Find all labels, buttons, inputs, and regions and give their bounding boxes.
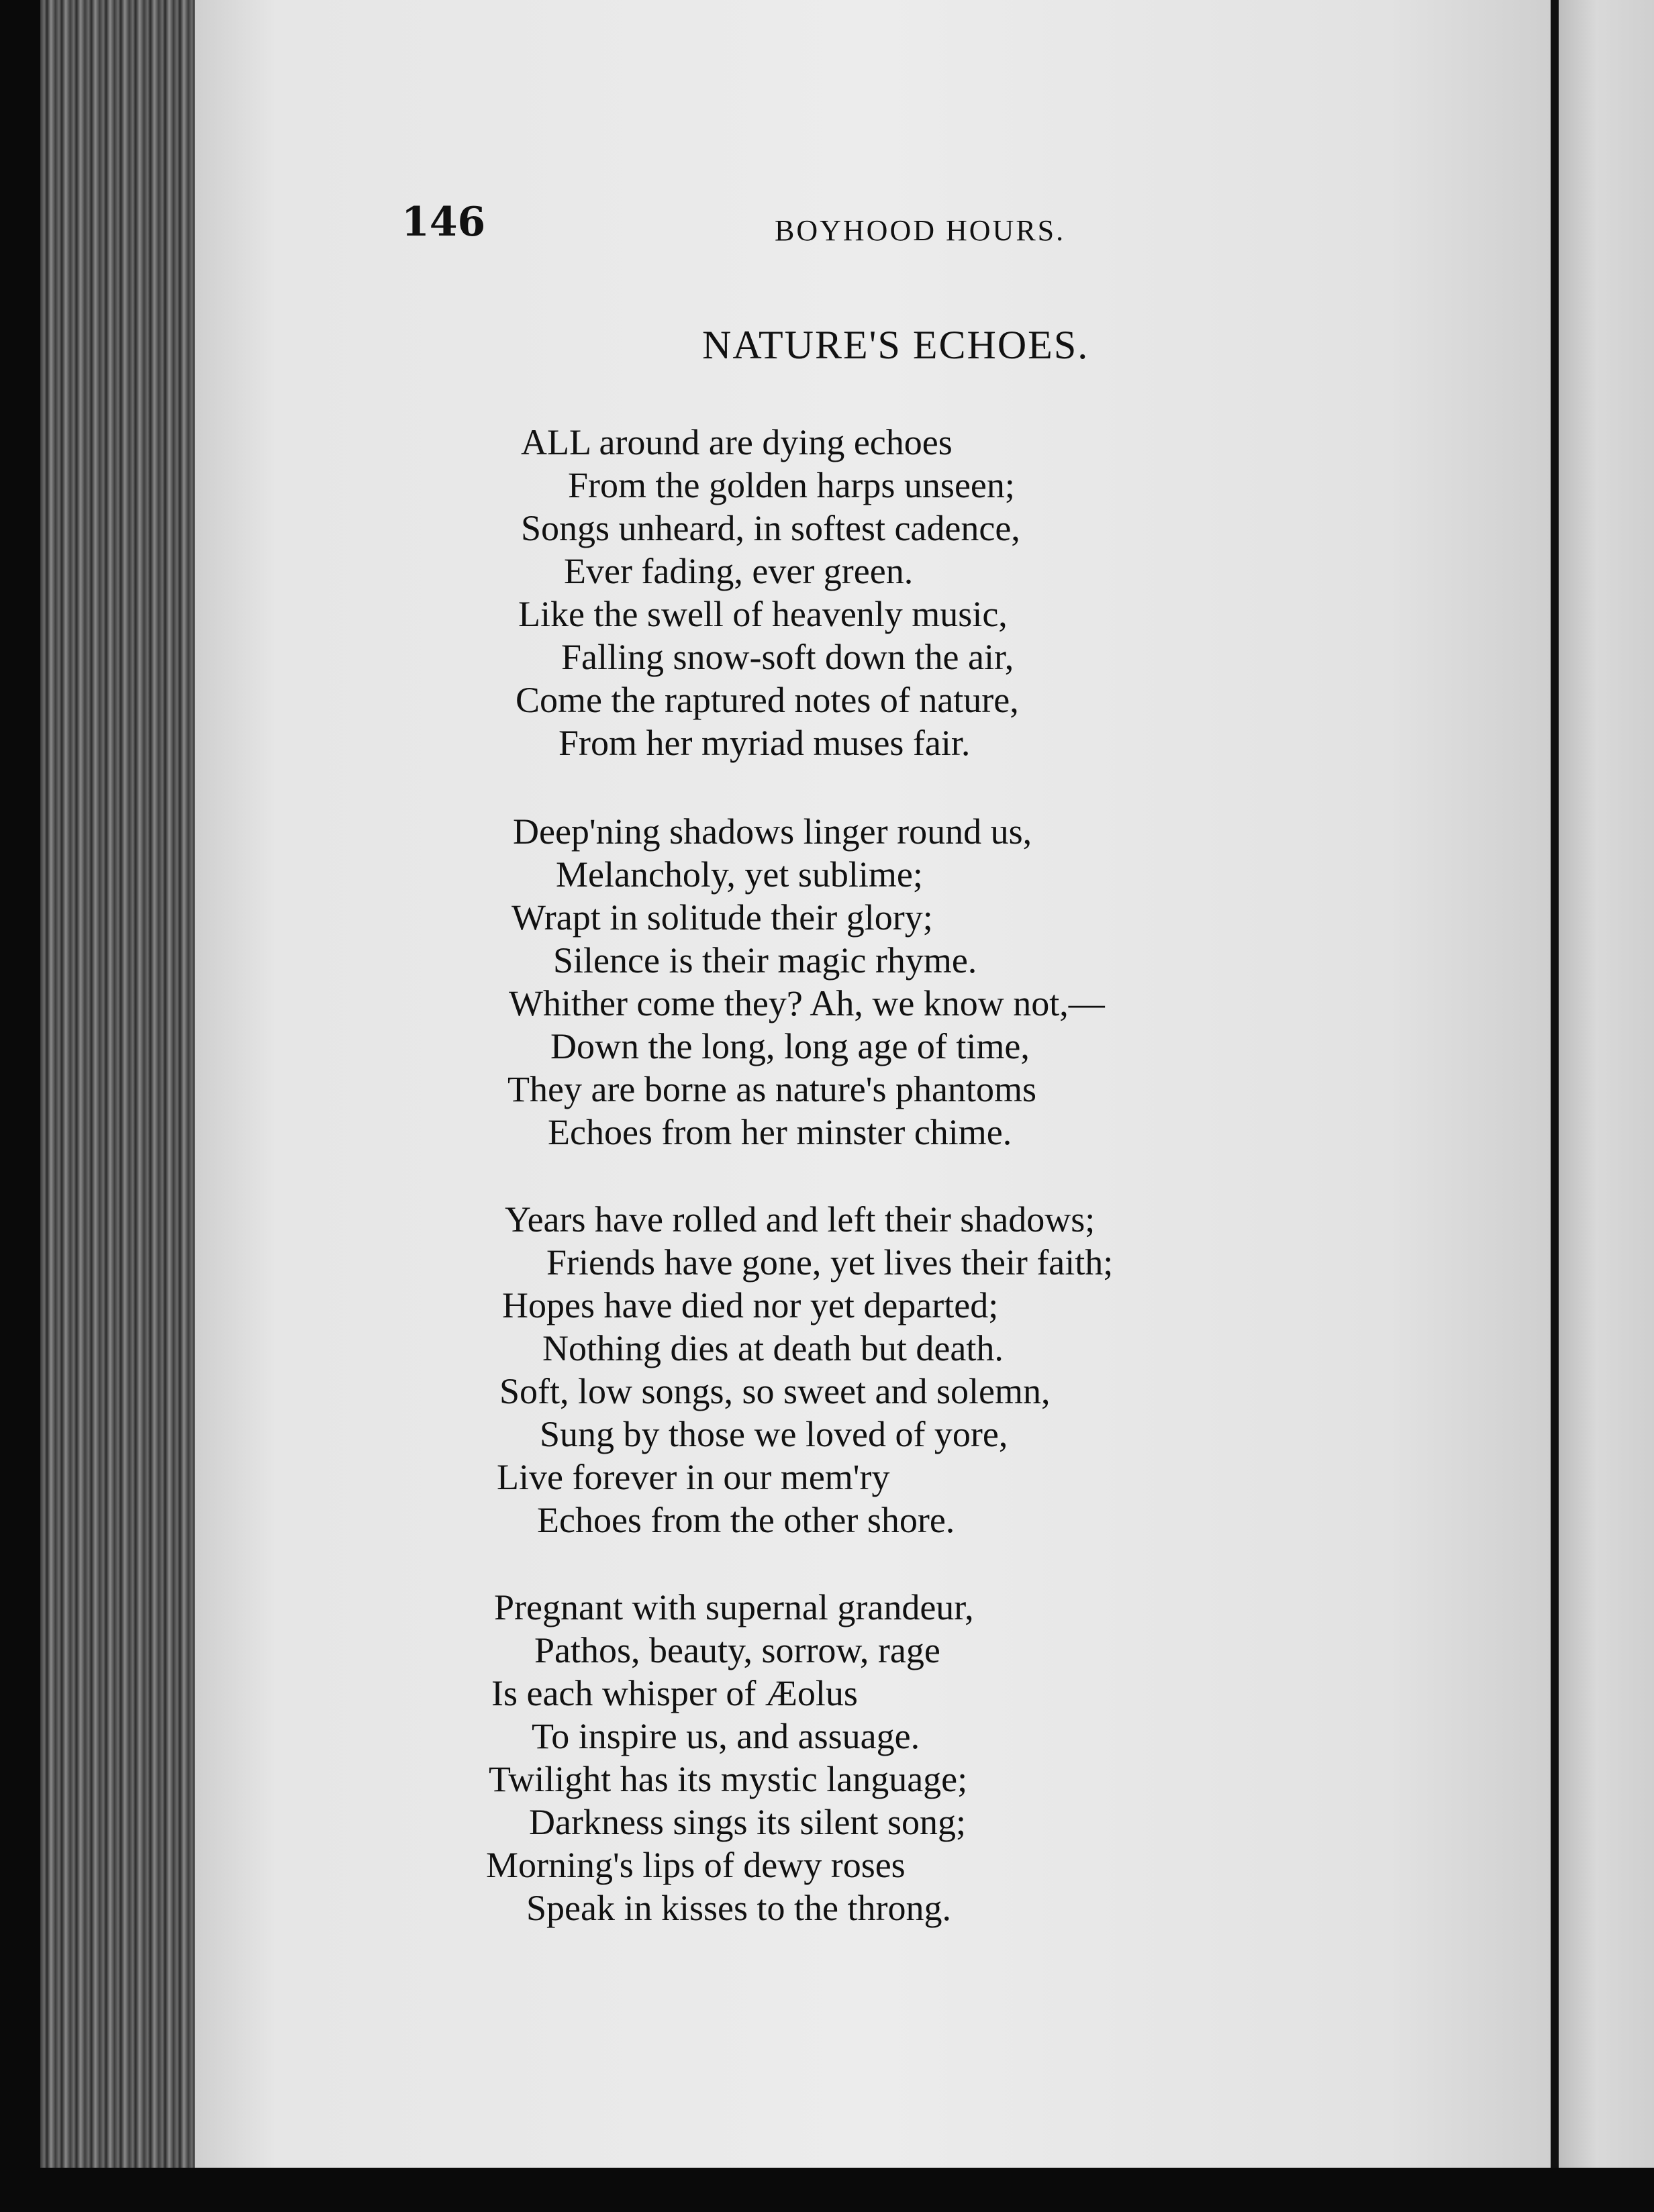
- scan-bottom-border: [0, 2168, 1654, 2212]
- poem-line: Echoes from the other shore.: [537, 1500, 955, 1540]
- poem-line: Come the raptured notes of nature,: [516, 680, 1019, 720]
- poem-line: Speak in kisses to the throng.: [526, 1888, 951, 1928]
- running-head: BOYHOOD HOURS.: [775, 214, 1066, 247]
- stacked-page-edges: [40, 0, 208, 2212]
- poem-line: Sung by those we loved of yore,: [540, 1414, 1008, 1454]
- poem-line: Melancholy, yet sublime;: [556, 854, 923, 895]
- poem-line: Pathos, beauty, sorrow, rage: [534, 1630, 940, 1670]
- poem-line: Years have rolled and left their shadows;: [505, 1199, 1096, 1240]
- poem-line: Twilight has its mystic language;: [489, 1759, 968, 1799]
- poem-line: Silence is their magic rhyme.: [553, 940, 977, 981]
- poem-line: ALL around are dying echoes: [521, 422, 953, 462]
- poem-line: Soft, low songs, so sweet and solemn,: [499, 1371, 1051, 1411]
- poem-line: Like the swell of heavenly music,: [518, 594, 1008, 634]
- poem-line: Is each whisper of Æolus: [491, 1673, 858, 1713]
- poem-line: Friends have gone, yet lives their faith;: [546, 1242, 1114, 1283]
- book-gutter: [1551, 0, 1559, 2212]
- poem-line: To inspire us, and assuage.: [532, 1716, 920, 1756]
- poem-line: Echoes from her minster chime.: [548, 1112, 1012, 1152]
- poem-line: From her myriad muses fair.: [558, 723, 971, 763]
- poem-line: From the golden harps unseen;: [568, 465, 1015, 505]
- poem-line: Falling snow-soft down the air,: [561, 637, 1014, 677]
- poem-line: Whither come they? Ah, we know not,—: [509, 983, 1105, 1023]
- poem-line: Deep'ning shadows linger round us,: [513, 811, 1032, 852]
- poem-line: Morning's lips of dewy roses: [486, 1845, 906, 1885]
- facing-page-edge: [1559, 0, 1654, 2212]
- poem-line: Pregnant with supernal grandeur,: [494, 1587, 974, 1627]
- poem-line: Nothing dies at death but death.: [542, 1328, 1004, 1368]
- poem-line: They are borne as nature's phantoms: [507, 1069, 1036, 1109]
- page-number: 146: [401, 199, 486, 246]
- poem-line: Ever fading, ever green.: [564, 551, 914, 591]
- poem-line: Darkness sings its silent song;: [529, 1802, 967, 1842]
- poem-line: Hopes have died nor yet departed;: [502, 1285, 999, 1325]
- poem-line: Wrapt in solitude their glory;: [512, 897, 933, 938]
- poem-line: Live forever in our mem'ry: [497, 1457, 890, 1497]
- poem-line: Down the long, long age of time,: [550, 1026, 1030, 1066]
- poem-line: Songs unheard, in softest cadence,: [521, 508, 1020, 548]
- poem-title: NATURE'S ECHOES.: [702, 323, 1089, 367]
